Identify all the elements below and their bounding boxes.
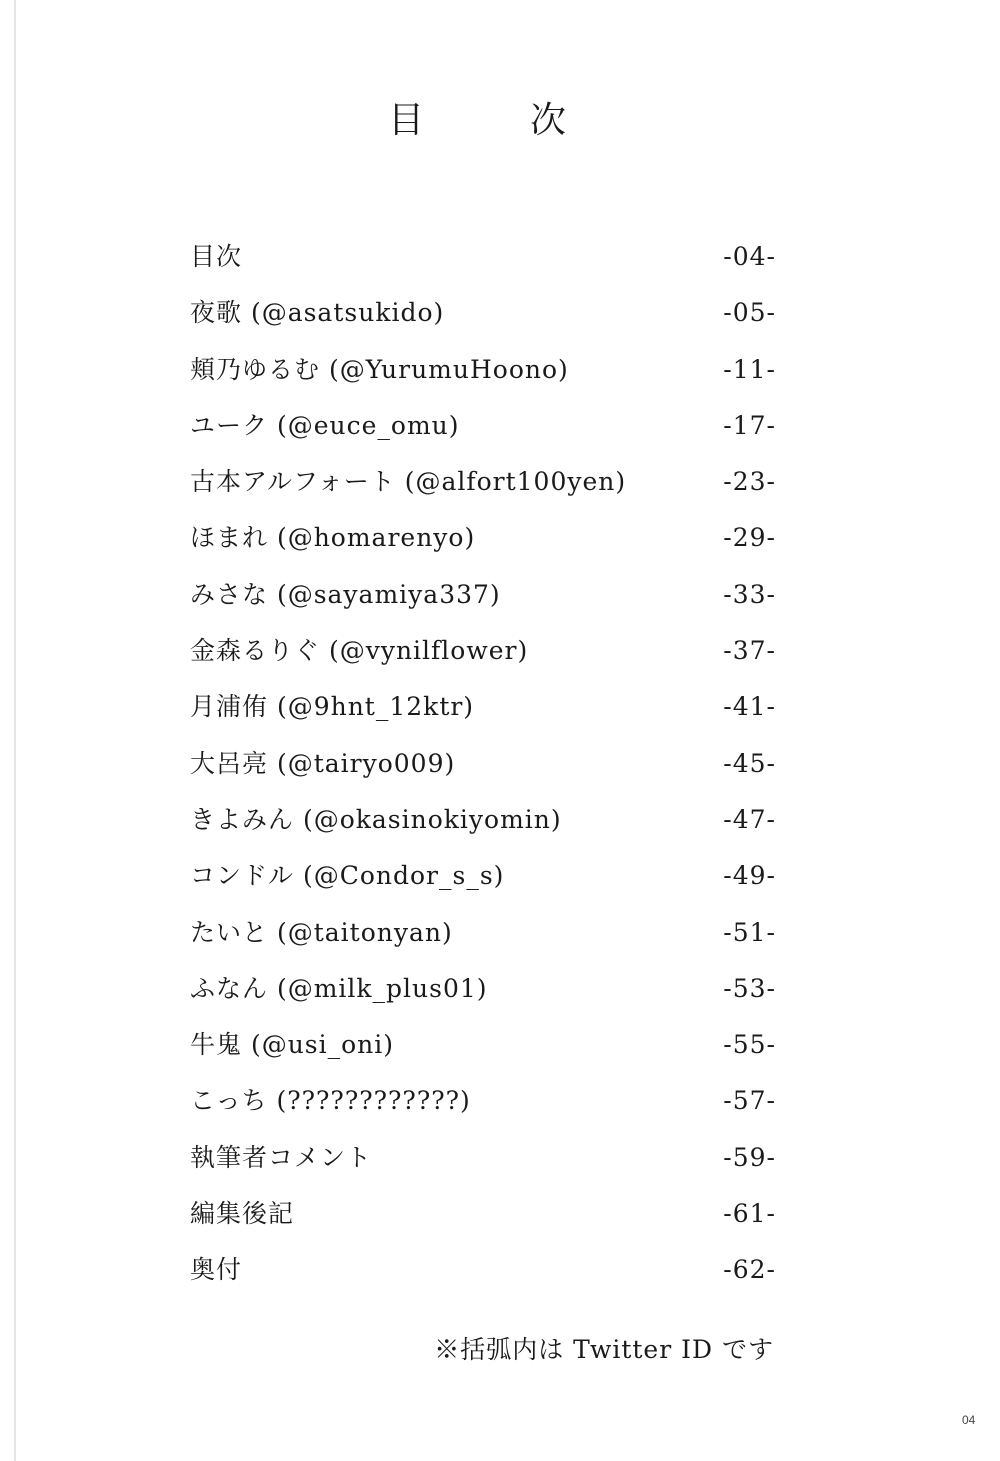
page-edge [14, 0, 16, 1461]
toc-entry-label: 牛鬼 (@usi_oni) [190, 1030, 395, 1060]
page-title [0, 92, 1000, 142]
toc-entry-label: 奥付 [190, 1255, 243, 1285]
toc-entry-page: -23- [723, 467, 776, 497]
toc-entry [190, 1022, 776, 1078]
toc-entry-page: -61- [723, 1199, 776, 1229]
toc-entry-page: -11- [723, 354, 776, 384]
toc-entry [190, 741, 776, 797]
toc-entry-page: -04- [723, 242, 776, 271]
toc-entry-label: 執筆者コメント [190, 1142, 373, 1172]
toc-entry [190, 1191, 776, 1247]
toc-entry-label: 頬乃ゆるむ (@YurumuHoono) [190, 354, 569, 384]
toc-entry-page: -49- [723, 861, 776, 891]
toc-entry [190, 628, 776, 684]
toc-entry-page: -47- [723, 804, 776, 834]
toc-entry-label: こっち (????????????) [190, 1086, 471, 1116]
toc-entry-page: -57- [723, 1086, 776, 1116]
toc-entry [190, 290, 776, 346]
toc-entry-label: 月浦侑 (@9hnt_12ktr) [190, 692, 475, 722]
toc-entry-label: ユーク (@euce_omu) [190, 410, 460, 440]
toc-entry [190, 684, 776, 740]
toc-entry-page: -62- [723, 1255, 776, 1285]
toc-entry-label: コンドル (@Condor_s_s) [190, 861, 505, 891]
toc-entry-page: -05- [723, 298, 776, 328]
toc-entry-label: きよみん (@okasinokiyomin) [190, 804, 562, 834]
toc-entry [190, 234, 776, 290]
table-of-contents [190, 234, 776, 1304]
toc-entry-label: ふなん (@milk_plus01) [190, 973, 488, 1003]
toc-entry-label: 古本アルフォート (@alfort100yen) [190, 467, 627, 497]
toc-entry-label: たいと (@taitonyan) [190, 917, 453, 947]
toc-entry-page: -37- [723, 636, 776, 666]
toc-entry [190, 910, 776, 966]
footnote: ※括弧内は Twitter ID です [434, 1335, 774, 1364]
toc-entry [190, 403, 776, 459]
toc-entry-label: みさな (@sayamiya337) [190, 579, 501, 609]
toc-entry-page: -53- [723, 973, 776, 1003]
page-title-char-2: 次 [530, 100, 567, 141]
toc-entry [190, 966, 776, 1022]
toc-entry-page: -29- [723, 523, 776, 553]
toc-entry [190, 853, 776, 909]
toc-entry [190, 797, 776, 853]
toc-entry-label: ほまれ (@homarenyo) [190, 523, 476, 553]
toc-entry-page: -55- [723, 1030, 776, 1060]
page-title-char-1: 目 [388, 100, 425, 141]
toc-entry-label: 夜歌 (@asatsukido) [190, 298, 445, 328]
toc-entry-page: -51- [723, 917, 776, 947]
toc-entry [190, 1247, 776, 1303]
toc-entry-page: -45- [723, 748, 776, 778]
toc-entry-page: -59- [723, 1142, 776, 1172]
toc-entry-page: -33- [723, 579, 776, 609]
toc-entry-label: 編集後記 [190, 1199, 295, 1229]
toc-entry-label: 大呂亮 (@tairyo009) [190, 748, 456, 778]
toc-entry [190, 459, 776, 515]
toc-entry [190, 515, 776, 571]
toc-entry-label: 目次 [190, 242, 243, 271]
page-number: 04 [962, 1413, 976, 1427]
toc-entry-page: -17- [723, 410, 776, 440]
toc-entry-page: -41- [723, 692, 776, 722]
toc-entry [190, 1078, 776, 1134]
toc-entry-label: 金森るりぐ (@vynilflower) [190, 636, 529, 666]
toc-entry [190, 347, 776, 403]
toc-entry [190, 1135, 776, 1191]
toc-entry [190, 572, 776, 628]
